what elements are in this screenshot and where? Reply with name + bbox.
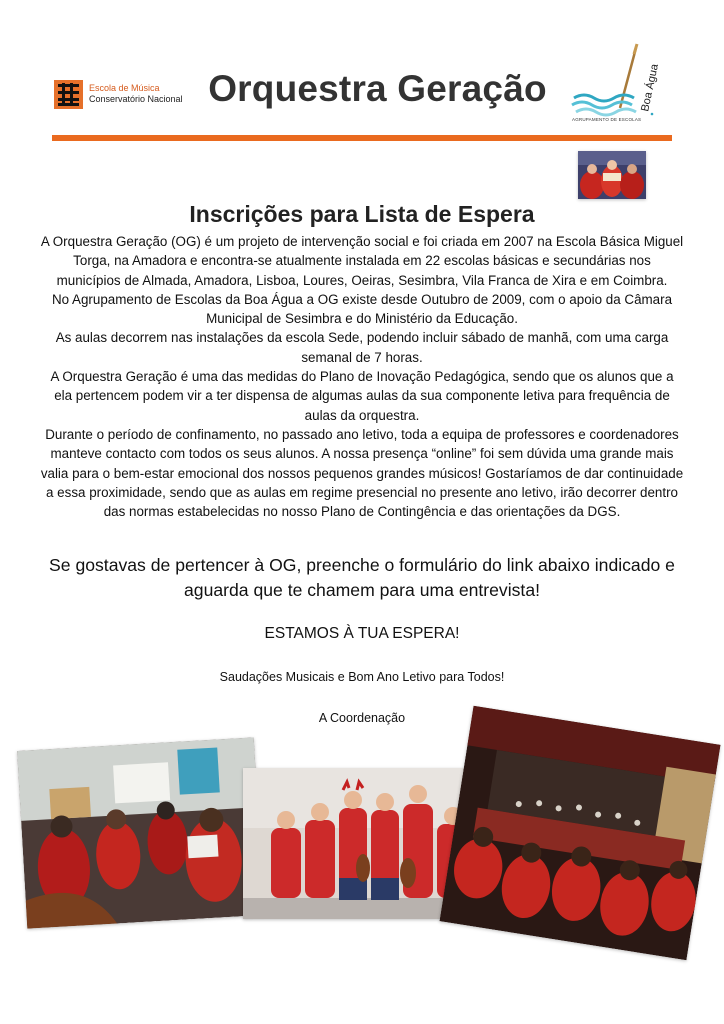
orchestra-thumbnail-photo <box>578 151 646 199</box>
header-divider <box>52 135 672 141</box>
signature: A Coordenação <box>318 711 406 725</box>
paragraph-about-og: A Orquestra Geração (OG) é um projeto de intervenção social e foi criada em 2007 na Escola Básica Miguel Torga, na Amadora e encontra-se atualmente instalada em 22 escolas básicas e secundárias nos municípios de Almada, Amadora, Lisboa, Loures, Oeiras, Sesimbra, Vila Franca de Xira e em Coimbra. <box>40 234 684 288</box>
escola-musica-logo-text <box>89 83 183 105</box>
greeting-text: Saudações Musicais e Bom Ano Letivo para Todos! <box>219 670 505 684</box>
boa-agua-caption: AGRUPAMENTO DE ESCOLAS <box>572 117 642 122</box>
paragraph-pedagogical-plan: A Orquestra Geração é uma das medidas do Plano de Inovação Pedagógica, sendo que os alunos que a ela pertencem podem vir a ter dispensa de algumas aulas da sua componente letiva para frequência de aulas da orquestra. <box>50 369 674 423</box>
body-text <box>40 232 684 521</box>
call-to-action-text: Se gostavas de pertencer à OG, preenche o formulário do link abaixo indicado e aguarda que te chamem para uma entrevista! <box>49 555 675 600</box>
concert-hall-photo <box>439 706 720 960</box>
boa-agua-name: Boa Água <box>639 62 661 113</box>
section-title: Inscrições para Lista de Espera <box>189 201 535 227</box>
logo-line-2: Conservatório Nacional <box>89 94 183 104</box>
paragraph-confinement: Durante o período de confinamento, no passado ano letivo, toda a equipa de professores e coordenadores manteve contacto com todos os seus alunos. A nossa presença “online” foi sem dúvida uma grande mais valia para o bem-estar emocional dos nossos pequenos grandes músicos! Gostaríamos de dar continuidade a essa proximidade, sendo que as aulas em regime presencial no presente ano letivo, irão decorrer dentro das normas estabelecidas no nosso Plano de Contingência e das orientações da DGS. <box>40 426 684 520</box>
call-to-action <box>40 553 684 603</box>
waiting-banner: ESTAMOS À TUA ESPERA! <box>264 625 460 642</box>
paragraph-boa-agua: No Agrupamento de Escolas da Boa Água a OG existe desde Outubro de 2009, com o apoio da Câmara Municipal de Sesimbra e do Ministério da Educação. <box>51 291 673 327</box>
page-title: Orquestra Geração <box>208 68 547 109</box>
escola-musica-logo <box>54 80 204 110</box>
paragraph-schedule: As aulas decorrem nas instalações da escola Sede, podendo incluir sábado de manhã, com uma carga semanal de 7 horas. <box>55 330 669 365</box>
boa-agua-logo <box>568 40 668 130</box>
logo-line-1: Escola de Música <box>89 83 160 93</box>
rehearsal-photo <box>17 737 264 928</box>
conservatorio-emblem-icon <box>54 80 83 109</box>
